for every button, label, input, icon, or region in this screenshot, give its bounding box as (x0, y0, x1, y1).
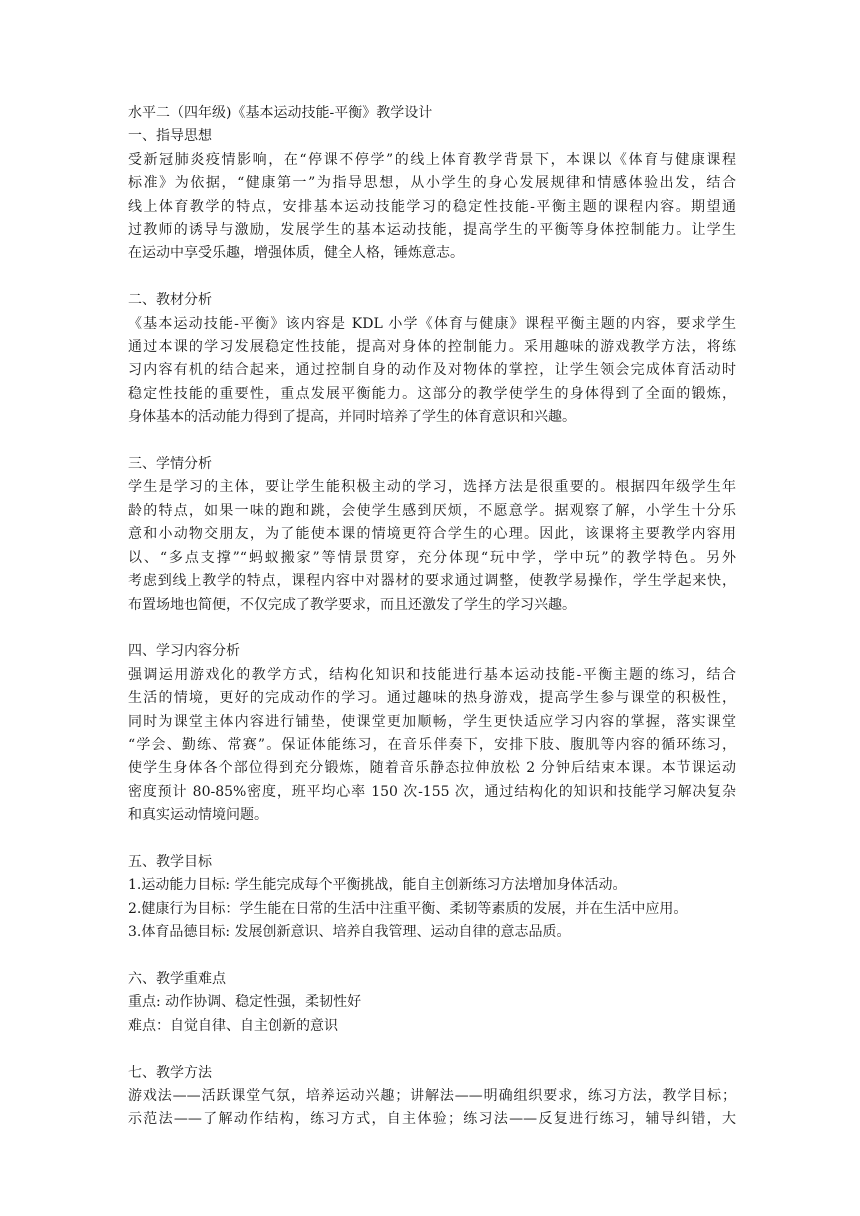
section (128, 640, 736, 827)
paragraph-line: 3.体育品德目标: 发展创新意识、培养自我管理、运动自律的意志品质。 (128, 924, 571, 941)
section-gap (128, 1038, 736, 1061)
section-heading: 六、教学重难点 (128, 970, 226, 987)
paragraph-line: 以、“多点支撑”“蚂蚁搬家”等情景贯穿，充分体现“玩中学，学中玩”的教学特色。另外 (128, 549, 736, 566)
paragraph-line: 在运动中享受乐趣，增强体质，健全人格，锤炼意志。 (128, 245, 464, 262)
section-heading: 二、教材分析 (128, 292, 212, 309)
section-heading: 四、学习内容分析 (128, 643, 240, 660)
paragraph-line: 标准》为依据，“健康第一”为指导思想，从小学生的身心发展规律和情感体验出发，结合 (128, 175, 736, 192)
section-gap (128, 945, 736, 968)
section-gap (128, 266, 736, 289)
document-title: 水平二（四年级)《基本运动技能-平衡》教学设计 (128, 105, 433, 121)
section-heading: 一、指导思想 (128, 128, 212, 145)
section (128, 1062, 736, 1132)
paragraph-line: 使学生身体各个部位得到充分锻炼，随着音乐静态拉伸放松 2 分钟后结束本课。本节课运动 (128, 760, 736, 777)
paragraph-line: “学会、勤练、常赛”。保证体能练习，在音乐伴奏下，安排下肢、腹肌等内容的循环练习， (128, 736, 736, 753)
paragraph-line: 重点: 动作协调、稳定性强，柔韧性好 (128, 994, 362, 1011)
paragraph-line: 难点：自觉自律、自主创新的意识 (128, 1017, 338, 1034)
section-gap (128, 617, 736, 640)
section (128, 289, 736, 429)
paragraph-line: 过教师的诱导与激励，发展学生的基本运动技能，提高学生的平衡等身体控制能力。让学生 (128, 222, 736, 239)
paragraph-line: 游戏法——活跃课堂气氛，培养运动兴趣；讲解法——明确组织要求，练习方法，教学目标； (128, 1087, 736, 1104)
paragraph-line: 身体基本的活动能力得到了提高，并同时培养了学生的体育意识和兴趣。 (128, 409, 576, 426)
section-gap (128, 430, 736, 453)
paragraph-line: 2.健康行为目标：学生能在日常的生活中注重平衡、柔韧等素质的发展，并在生活中应用。 (128, 900, 688, 917)
paragraph-line: 1.运动能力目标: 学生能完成每个平衡挑战，能自主创新练习方法增加身体活动。 (128, 877, 627, 894)
section-gap (128, 828, 736, 851)
document-body (128, 125, 736, 1131)
section-heading: 三、学情分析 (128, 456, 212, 473)
paragraph-line: 意和小动物交朋友，为了能使本课的情境更符合学生的心理。因此，该课将主要教学内容用 (128, 526, 736, 543)
paragraph-line: 强调运用游戏化的教学方式，结构化知识和技能进行基本运动技能-平衡主题的练习，结合 (128, 666, 736, 683)
section (128, 453, 736, 617)
paragraph-line: 密度预计 80-85%密度，班平均心率 150 次-155 次，通过结构化的知识和技能学习解决复杂 (128, 783, 736, 800)
paragraph-line: 同时为课堂主体内容进行铺垫，使课堂更加顺畅，学生更快适应学习内容的掌握，落实课堂 (128, 713, 736, 730)
paragraph-line: 龄的特点，如果一味的跑和跳，会使学生感到厌烦，不愿意学。据观察了解，小学生十分乐 (128, 502, 736, 519)
paragraph-line: 生活的情境，更好的完成动作的学习。通过趣味的热身游戏，提高学生参与课堂的积极性， (128, 690, 736, 707)
paragraph-line: 受新冠肺炎疫情影响，在“停课不停学”的线上体育教学背景下，本课以《体育与健康课程 (128, 151, 736, 168)
paragraph-line: 《基本运动技能-平衡》该内容是 KDL 小学《体育与健康》课程平衡主题的内容，要求学生 (128, 315, 736, 332)
section (128, 851, 736, 945)
paragraph-line: 示范法——了解动作结构，练习方式，自主体验；练习法——反复进行练习，辅导纠错，大 (128, 1111, 736, 1128)
section-heading: 五、教学目标 (128, 853, 212, 870)
section-heading: 七、教学方法 (128, 1064, 212, 1081)
paragraph-line: 考虑到线上教学的特点，课程内容中对器材的要求通过调整，使教学易操作，学生学起来快， (128, 573, 736, 590)
section (128, 125, 736, 265)
paragraph-line: 布置场地也简便，不仅完成了教学要求，而且还激发了学生的学习兴趣。 (128, 596, 576, 613)
section (128, 968, 736, 1038)
paragraph-line: 学生是学习的主体，要让学生能积极主动的学习，选择方法是很重要的。根据四年级学生年 (128, 479, 736, 496)
paragraph-line: 习内容有机的结合起来，通过控制自身的动作及对物体的掌控，让学生领会完成体育活动时 (128, 362, 736, 379)
paragraph-line: 和真实运动情境问题。 (128, 807, 268, 824)
paragraph-line: 稳定性技能的重要性，重点发展平衡能力。这部分的教学使学生的身体得到了全面的锻炼， (128, 385, 736, 402)
paragraph-line: 线上体育教学的特点，安排基本运动技能学习的稳定性技能-平衡主题的课程内容。期望通 (128, 198, 736, 215)
paragraph-line: 通过本课的学习发展稳定性技能，提高对身体的控制能力。采用趣味的游戏教学方法，将练 (128, 339, 736, 356)
